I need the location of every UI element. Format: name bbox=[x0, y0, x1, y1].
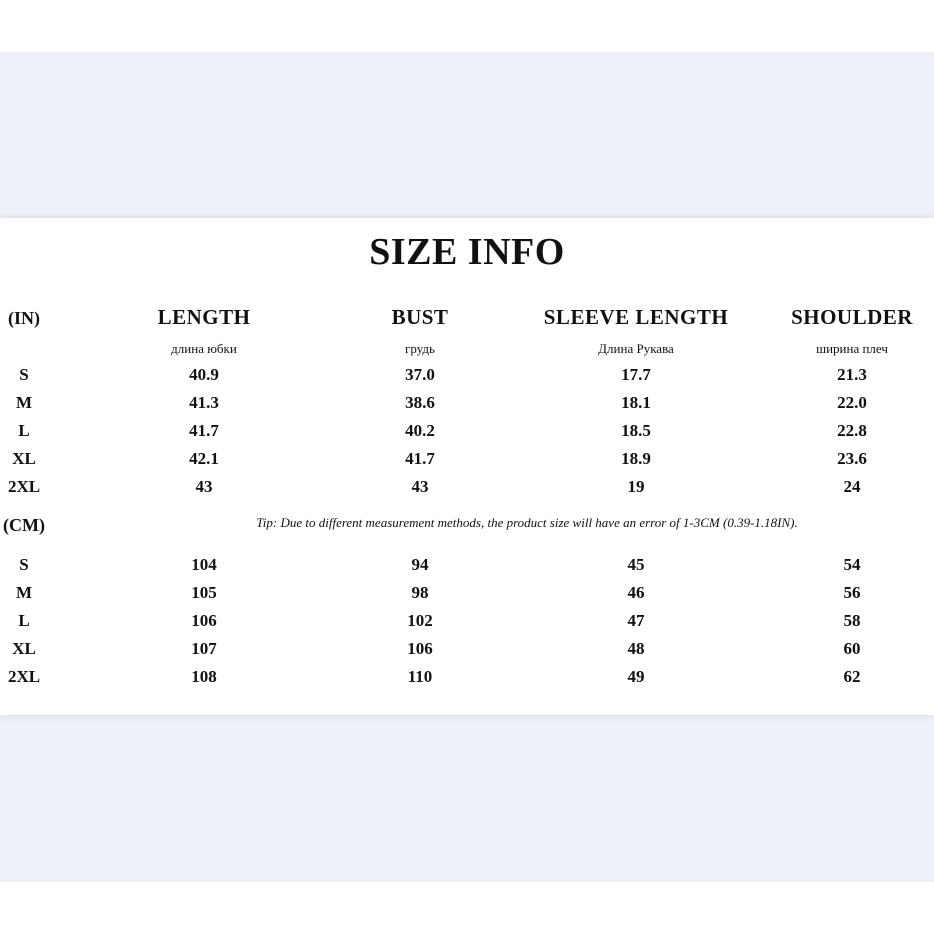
value-sleeve-length: 18.5 bbox=[621, 421, 651, 440]
size-chart-card bbox=[0, 218, 934, 715]
size-label: XL bbox=[12, 449, 36, 468]
size-label: XL bbox=[12, 639, 36, 658]
size-label: L bbox=[18, 421, 30, 440]
value-bust: 98 bbox=[411, 583, 429, 602]
value-length: 106 bbox=[191, 611, 217, 630]
value-shoulder: 23.6 bbox=[837, 449, 867, 468]
size-label: M bbox=[15, 583, 33, 602]
value-sleeve-length: 46 bbox=[627, 583, 645, 602]
value-sleeve-length: 47 bbox=[627, 611, 645, 630]
value-shoulder: 60 bbox=[843, 639, 861, 658]
value-length: 105 bbox=[191, 583, 217, 602]
value-shoulder: 62 bbox=[843, 667, 861, 686]
size-label: S bbox=[19, 365, 29, 384]
size-label: L bbox=[18, 611, 30, 630]
value-shoulder: 21.3 bbox=[837, 365, 867, 384]
value-bust: 37.0 bbox=[405, 365, 435, 384]
column-subtitle-length: длина юбки bbox=[171, 341, 237, 356]
size-label: S bbox=[19, 555, 29, 574]
value-length: 104 bbox=[191, 555, 217, 574]
size-label: M bbox=[15, 393, 33, 412]
value-shoulder: 22.0 bbox=[837, 393, 867, 412]
column-subtitle-shoulder: ширина плеч bbox=[816, 341, 888, 356]
value-sleeve-length: 19 bbox=[627, 477, 645, 496]
value-length: 40.9 bbox=[189, 365, 219, 384]
value-sleeve-length: 49 bbox=[627, 667, 645, 686]
in-unit-label: (IN) bbox=[8, 308, 40, 328]
page-title: SIZE INFO bbox=[369, 231, 565, 273]
value-bust: 102 bbox=[407, 611, 433, 630]
value-shoulder: 24 bbox=[843, 477, 861, 496]
value-bust: 38.6 bbox=[405, 393, 435, 412]
value-length: 107 bbox=[191, 639, 217, 658]
value-length: 42.1 bbox=[189, 449, 219, 468]
measurement-tip: Tip: Due to different measurement methods, the product size will have an error of 1-3CM (0.39-1.18IN). bbox=[256, 515, 798, 530]
value-bust: 43 bbox=[411, 477, 429, 496]
value-length: 108 bbox=[191, 667, 217, 686]
value-sleeve-length: 45 bbox=[627, 555, 645, 574]
size-label: 2XL bbox=[7, 667, 41, 686]
value-sleeve-length: 18.9 bbox=[621, 449, 651, 468]
value-bust: 110 bbox=[407, 667, 433, 686]
value-shoulder: 54 bbox=[843, 555, 861, 574]
cm-unit-label: (CM) bbox=[3, 515, 45, 535]
column-header-length: LENGTH bbox=[157, 305, 251, 329]
column-header-sleeve-length: SLEEVE LENGTH bbox=[543, 305, 729, 329]
column-subtitle-bust: грудь bbox=[405, 341, 435, 356]
value-length: 41.7 bbox=[189, 421, 219, 440]
column-header-shoulder: SHOULDER bbox=[791, 305, 913, 329]
value-sleeve-length: 17.7 bbox=[621, 365, 651, 384]
value-length: 41.3 bbox=[189, 393, 219, 412]
value-bust: 41.7 bbox=[405, 449, 435, 468]
value-bust: 94 bbox=[411, 555, 429, 574]
size-label: 2XL bbox=[7, 477, 41, 496]
value-sleeve-length: 48 bbox=[627, 639, 645, 658]
value-shoulder: 58 bbox=[843, 611, 861, 630]
column-header-bust: BUST bbox=[391, 305, 449, 329]
column-subtitle-sleeve-length: Длина Рукава bbox=[598, 341, 674, 356]
value-bust: 40.2 bbox=[405, 421, 435, 440]
value-length: 43 bbox=[195, 477, 213, 496]
value-sleeve-length: 18.1 bbox=[621, 393, 651, 412]
value-shoulder: 22.8 bbox=[837, 421, 867, 440]
value-shoulder: 56 bbox=[843, 583, 861, 602]
value-bust: 106 bbox=[407, 639, 433, 658]
